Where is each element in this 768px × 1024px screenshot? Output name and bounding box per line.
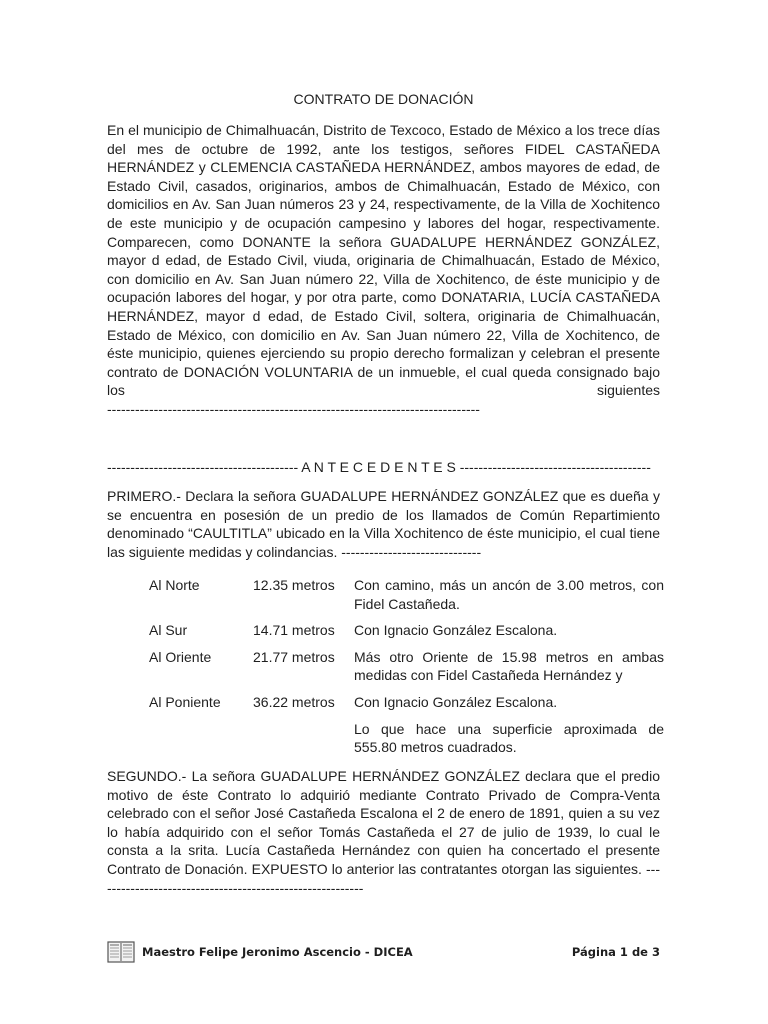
boundary-side: Al Norte bbox=[149, 577, 200, 593]
primero-paragraph: PRIMERO.- Declara la señora GUADALUPE HERNÁNDEZ GONZÁLEZ que es dueña y se encuentra en posesión de un predio de los llamados de Común Repartimiento denominado “CAULTITLA” ubicado en la Villa Xochitenco de éste municipio, el cual tiene las siguiente medidas y colindancias. ------------------------------ bbox=[107, 488, 660, 560]
boundary-measure: 14.71 metros bbox=[253, 622, 335, 639]
boundary-description: Con Ignacio González Escalona. bbox=[354, 693, 558, 710]
boundary-side: Al Poniente bbox=[149, 693, 221, 710]
page-number-prefix: Página bbox=[571, 945, 620, 959]
boundary-row bbox=[149, 720, 664, 757]
intro-paragraph bbox=[107, 121, 660, 419]
boundary-measure bbox=[253, 720, 354, 757]
antecedentes-heading: ----------------------------------------- A N T E C E D E N T E S ----------------------------------------- bbox=[107, 459, 651, 475]
boundary-row bbox=[149, 648, 664, 685]
document-page bbox=[107, 0, 664, 1024]
segundo-paragraph: SEGUNDO.- La señora GUADALUPE HERNÁNDEZ GONZÁLEZ declara que el predio motivo de éste Contrato lo adquirió mediante Contrato Privado de Compra-Venta celebrado con el señor José Castañeda Escalona el 2 de enero de 1891, quien a su vez lo había adquirido con el señor Tomás Castañeda el 27 de julio de 1939, lo cual le consta a la srita. Lucía Castañeda Hernández con quien ha concertado el presente Contrato de Donación. EXPUESTO lo anterior las contratantes otorgan las siguientes. ---------------------------------------------------------- bbox=[107, 768, 660, 896]
boundary-measure: 12.35 metros bbox=[253, 577, 335, 593]
page-number-current: 1 bbox=[619, 945, 628, 959]
boundary-description: Con camino, más un ancón de 3.00 metros, con Fidel Castañeda. bbox=[354, 577, 664, 612]
page-number-total: 3 bbox=[651, 945, 660, 959]
boundary-row bbox=[149, 576, 664, 613]
footer-author-block bbox=[107, 941, 413, 963]
intro-paragraph-text: En el municipio de Chimalhuacán, Distrito de Texcoco, Estado de México a los trece días del mes de octubre de 1992, ante los testigos, señores FIDEL CASTAÑEDA HERNÁNDEZ y CLEMENCIA CASTAÑEDA HERNÁNDEZ, ambos mayores de edad, de Estado Civil, casados, originarios, ambos de Chimalhuacán, Estado de México, con domicilios en Av. San Juan números 23 y 24, respectivamente, de la Villa de Xochitenco de este municipio y de ocupación campesino y labores del hogar, respectivamente. Comparecen, como DONANTE la señora GUADALUPE HERNÁNDEZ GONZÁLEZ, mayor d edad, de Estado Civil, viuda, originaria de Chimalhuacán, Estado de México, con domicilio en Av. San Juan número 22, Villa de Xochitenco, de éste municipio y de ocupación labores del hogar, y por otra parte, como DONATARIA, LUCÍA CASTAÑEDA HERNÁNDEZ, mayor d edad, de Estado Civil, soltera, originaria de Chimalhuacán, Estado de México, con domicilio en Av. San Juan número 22, Villa de Xochitenco, de éste municipio, quienes ejerciendo su propio derecho formalizan y celebran el presente contrato de DONACIÓN VOLUNTARIA de un inmueble, el cual queda consignado bajo los siguientes bbox=[107, 122, 660, 399]
page-number bbox=[572, 945, 660, 959]
boundary-row bbox=[149, 693, 664, 712]
document-title: CONTRATO DE DONACIÓN bbox=[293, 91, 474, 107]
book-icon bbox=[107, 941, 135, 963]
boundary-measure: 36.22 metros bbox=[253, 693, 335, 710]
page-footer bbox=[107, 939, 660, 965]
boundary-row bbox=[149, 621, 664, 640]
page-number-separator: de bbox=[627, 945, 652, 959]
boundary-side bbox=[149, 720, 253, 757]
boundary-description: Lo que hace una superficie aproximada de 555.80 metros cuadrados. bbox=[354, 720, 664, 756]
boundary-side: Al Sur bbox=[149, 622, 188, 639]
footer-author: Maestro Felipe Jeronimo Ascencio - DICEA bbox=[142, 945, 413, 959]
boundary-description: Con Ignacio González Escalona. bbox=[354, 622, 558, 639]
boundary-side: Al Oriente bbox=[149, 648, 212, 665]
boundary-measure: 21.77 metros bbox=[253, 648, 335, 665]
boundaries-table bbox=[149, 576, 664, 765]
intro-paragraph-dashes: -------------------------------------------------------------------------------- bbox=[107, 400, 480, 417]
boundary-description: Más otro Oriente de 15.98 metros en ambas medidas con Fidel Castañeda Hernández y bbox=[354, 648, 664, 684]
